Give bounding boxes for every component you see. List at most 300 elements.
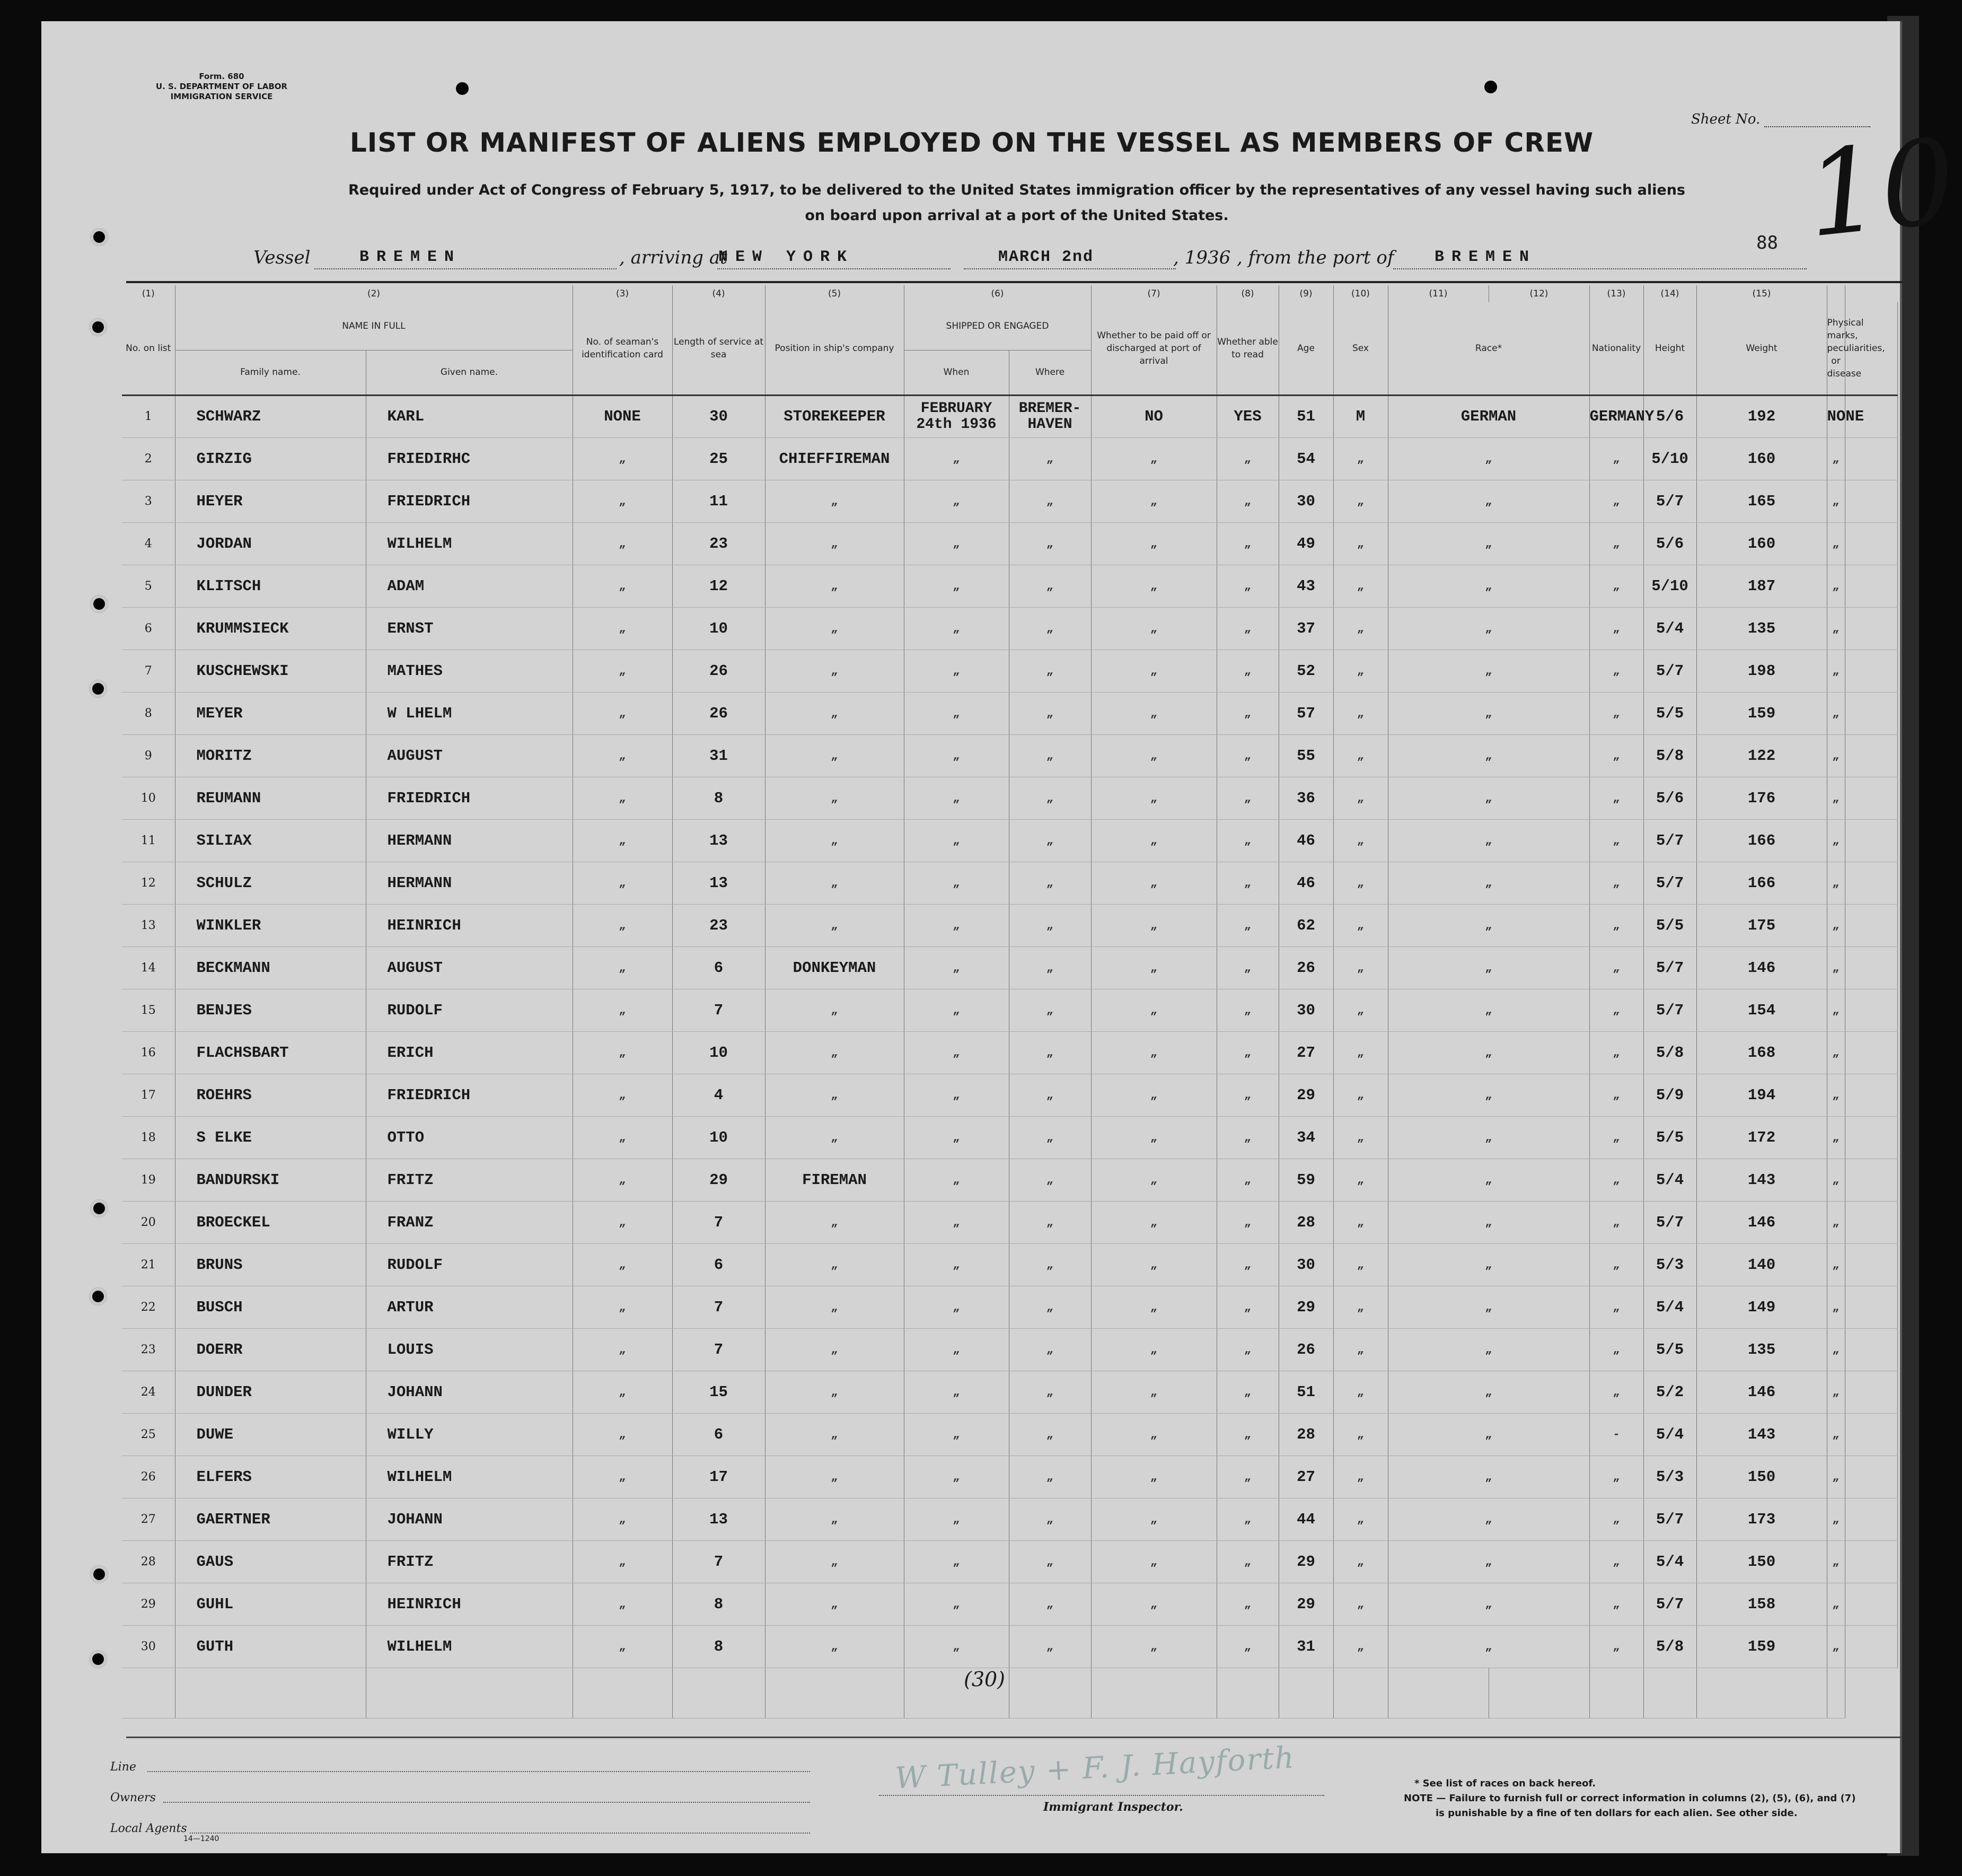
cell-family-name: SCHWARZ (175, 395, 366, 437)
column-number: (13) (1589, 285, 1643, 302)
cell-physical-marks: NONE (1827, 395, 1845, 437)
cell-position: „ (765, 862, 904, 904)
cell-height: 5/8 (1643, 734, 1696, 777)
spacer-column (1845, 734, 1898, 777)
header-where: Where (1009, 350, 1091, 395)
cell-nationality: „ (1589, 989, 1643, 1031)
cell-paid-off: „ (1091, 437, 1217, 480)
spacer-column (1845, 989, 1898, 1031)
cell-length-of-service: 8 (672, 1583, 765, 1625)
cell-family-name: REUMANN (175, 777, 366, 819)
cell-shipped-when: „ (904, 1625, 1009, 1668)
cell-shipped-when: „ (904, 904, 1009, 946)
cell-height: 5/7 (1643, 1498, 1696, 1540)
cell-height: 5/8 (1643, 1625, 1696, 1668)
binder-hole (90, 1199, 108, 1217)
cell-given-name: FRITZ (366, 1159, 573, 1201)
cell-position: „ (765, 1583, 904, 1625)
cell-shipped-where: „ (1009, 734, 1091, 777)
cell-weight: 198 (1696, 650, 1827, 692)
blank-cell (122, 1668, 175, 1718)
cell-age: 27 (1279, 1031, 1333, 1074)
blank-row (122, 1668, 1898, 1718)
cell-weight: 187 (1696, 565, 1827, 607)
cell-given-name: JOHANN (366, 1498, 573, 1540)
cell-given-name: ADAM (366, 565, 573, 607)
cell-weight: 154 (1696, 989, 1827, 1031)
header-when: When (904, 350, 1009, 395)
cell-position: „ (765, 904, 904, 946)
header-id-card: No. of seaman's identification card (573, 302, 672, 395)
cell-able-to-read: „ (1217, 1625, 1279, 1668)
cell-length-of-service: 7 (672, 1540, 765, 1583)
cell-row-number: 16 (122, 1031, 175, 1074)
cell-shipped-when: „ (904, 1456, 1009, 1498)
cell-nationality: - (1589, 1413, 1643, 1456)
cell-nationality: „ (1589, 522, 1643, 565)
cell-row-number: 23 (122, 1328, 175, 1371)
cell-row-number: 21 (122, 1243, 175, 1286)
spacer-column (1827, 285, 1845, 302)
cell-height: 5/5 (1643, 1328, 1696, 1371)
spacer-column (1845, 1583, 1898, 1625)
blank-cell (765, 1668, 904, 1718)
cell-length-of-service: 15 (672, 1371, 765, 1413)
spacer-column (1845, 1243, 1898, 1286)
cell-id-card: „ (573, 819, 672, 862)
cell-family-name: GUTH (175, 1625, 366, 1668)
cell-id-card: „ (573, 989, 672, 1031)
cell-race: „ (1388, 650, 1589, 692)
cell-sex: „ (1333, 1456, 1388, 1498)
cell-physical-marks: „ (1827, 1583, 1845, 1625)
cell-physical-marks: „ (1827, 1074, 1845, 1116)
column-number: (9) (1279, 285, 1333, 302)
cell-shipped-when: „ (904, 734, 1009, 777)
cell-sex: „ (1333, 734, 1388, 777)
cell-physical-marks: „ (1827, 565, 1845, 607)
cell-shipped-where: „ (1009, 1456, 1091, 1498)
cell-paid-off: „ (1091, 819, 1217, 862)
table-row (122, 777, 1898, 819)
cell-weight: 140 (1696, 1243, 1827, 1286)
cell-row-number: 4 (122, 522, 175, 565)
table-row (122, 1286, 1898, 1328)
cell-row-number: 5 (122, 565, 175, 607)
line-field (147, 1771, 810, 1772)
cell-shipped-where: „ (1009, 1540, 1091, 1583)
cell-shipped-where: „ (1009, 565, 1091, 607)
cell-able-to-read: „ (1217, 777, 1279, 819)
cell-weight: 158 (1696, 1583, 1827, 1625)
cell-position: „ (765, 1074, 904, 1116)
cell-age: 30 (1279, 989, 1333, 1031)
cell-shipped-when: „ (904, 946, 1009, 989)
cell-weight: 159 (1696, 692, 1827, 734)
cell-shipped-where: „ (1009, 1074, 1091, 1116)
header-no-on-list: No. on list (122, 302, 175, 395)
page-subtitle (317, 178, 1717, 229)
cell-given-name: WILHELM (366, 1456, 573, 1498)
cell-height: 5/7 (1643, 819, 1696, 862)
cell-sex: „ (1333, 692, 1388, 734)
cell-family-name: BROECKEL (175, 1201, 366, 1243)
cell-able-to-read: „ (1217, 1159, 1279, 1201)
cell-position: „ (765, 607, 904, 650)
cell-family-name: KLITSCH (175, 565, 366, 607)
cell-weight: 176 (1696, 777, 1827, 819)
cell-paid-off: „ (1091, 650, 1217, 692)
blank-cell (1696, 1668, 1827, 1718)
cell-nationality: „ (1589, 607, 1643, 650)
cell-family-name: BANDURSKI (175, 1159, 366, 1201)
cell-nationality: „ (1589, 862, 1643, 904)
cell-family-name: JORDAN (175, 522, 366, 565)
column-number: (8) (1217, 285, 1279, 302)
cell-nationality: „ (1589, 1243, 1643, 1286)
cell-height: 5/4 (1643, 1159, 1696, 1201)
cell-physical-marks: „ (1827, 1456, 1845, 1498)
cell-sex: „ (1333, 1286, 1388, 1328)
cell-shipped-where: „ (1009, 480, 1091, 522)
blank-cell (175, 1668, 366, 1718)
blank-cell (1279, 1668, 1333, 1718)
cell-row-number: 17 (122, 1074, 175, 1116)
table-row (122, 1625, 1898, 1668)
cell-position: „ (765, 480, 904, 522)
table-row (122, 1371, 1898, 1413)
spacer-column (1845, 437, 1898, 480)
cell-shipped-when: „ (904, 862, 1009, 904)
cell-sex: „ (1333, 1243, 1388, 1286)
cell-family-name: SCHULZ (175, 862, 366, 904)
sheet-number: 10 (1800, 113, 1962, 264)
header-row-top (122, 302, 1898, 350)
column-number: (4) (672, 285, 765, 302)
cell-weight: 192 (1696, 395, 1827, 437)
cell-able-to-read: „ (1217, 1456, 1279, 1498)
column-number: (1) (122, 285, 175, 302)
header-physical-marks: Physical marks, peculiarities, or disease (1827, 302, 1845, 395)
cell-weight: 146 (1696, 1201, 1827, 1243)
cell-shipped-where: „ (1009, 1116, 1091, 1159)
cell-nationality: GERMANY (1589, 395, 1643, 437)
cell-paid-off: „ (1091, 946, 1217, 989)
cell-nationality: „ (1589, 946, 1643, 989)
cell-given-name: HERMANN (366, 862, 573, 904)
cell-height: 5/5 (1643, 1116, 1696, 1159)
cell-physical-marks: „ (1827, 777, 1845, 819)
cell-height: 5/6 (1643, 522, 1696, 565)
cell-shipped-where: „ (1009, 1159, 1091, 1201)
spacer-column (1845, 1371, 1898, 1413)
cell-weight: 159 (1696, 1625, 1827, 1668)
cell-id-card: „ (573, 1583, 672, 1625)
cell-family-name: MEYER (175, 692, 366, 734)
spacer-column (1845, 692, 1898, 734)
cell-physical-marks: „ (1827, 904, 1845, 946)
column-number-row (122, 285, 1898, 302)
blank-cell (1217, 1668, 1279, 1718)
cell-shipped-where: „ (1009, 1031, 1091, 1074)
cell-shipped-where: „ (1009, 1371, 1091, 1413)
cell-able-to-read: „ (1217, 692, 1279, 734)
from-port-label: , from the port of (1237, 247, 1394, 268)
cell-paid-off: „ (1091, 1243, 1217, 1286)
cell-weight: 150 (1696, 1456, 1827, 1498)
cell-paid-off: „ (1091, 607, 1217, 650)
arrival-date: MARCH 2nd (998, 248, 1094, 266)
cell-length-of-service: 7 (672, 1201, 765, 1243)
table-row (122, 904, 1898, 946)
cell-able-to-read: „ (1217, 1286, 1279, 1328)
cell-family-name: ROEHRS (175, 1074, 366, 1116)
header-length-of-service: Length of service at sea (672, 302, 765, 395)
cell-able-to-read: „ (1217, 819, 1279, 862)
vessel-label: Vessel (253, 247, 311, 268)
cell-shipped-where: „ (1009, 1201, 1091, 1243)
cell-given-name: FRIEDRICH (366, 480, 573, 522)
cell-paid-off: „ (1091, 692, 1217, 734)
cell-sex: „ (1333, 989, 1388, 1031)
cell-nationality: „ (1589, 1159, 1643, 1201)
cell-row-number: 27 (122, 1498, 175, 1540)
cell-physical-marks: „ (1827, 862, 1845, 904)
cell-shipped-where: BREMER-HAVEN (1009, 395, 1091, 437)
cell-age: 29 (1279, 1286, 1333, 1328)
cell-family-name: FLACHSBART (175, 1031, 366, 1074)
cell-sex: „ (1333, 1116, 1388, 1159)
cell-row-number: 14 (122, 946, 175, 989)
cell-sex: „ (1333, 1201, 1388, 1243)
table-row (122, 1243, 1898, 1286)
cell-race: „ (1388, 946, 1589, 989)
cell-id-card: NONE (573, 395, 672, 437)
cell-height: 5/8 (1643, 1031, 1696, 1074)
cell-height: 5/7 (1643, 946, 1696, 989)
header-position: Position in ship's company (765, 302, 904, 395)
cell-id-card: „ (573, 1540, 672, 1583)
spacer-column (1845, 1201, 1898, 1243)
cell-shipped-when: „ (904, 522, 1009, 565)
cell-family-name: BRUNS (175, 1243, 366, 1286)
cell-height: 5/9 (1643, 1074, 1696, 1116)
sheet-number-label: Sheet No. (1691, 111, 1761, 127)
column-number: (2) (175, 285, 573, 302)
cell-sex: „ (1333, 522, 1388, 565)
cell-age: 62 (1279, 904, 1333, 946)
column-number: (6) (904, 285, 1091, 302)
cell-given-name: RUDOLF (366, 1243, 573, 1286)
header-race: Race* (1388, 302, 1589, 395)
cell-nationality: „ (1589, 777, 1643, 819)
cell-row-number: 1 (122, 395, 175, 437)
cell-paid-off: „ (1091, 1371, 1217, 1413)
binder-hole (90, 228, 108, 246)
cell-shipped-where: „ (1009, 522, 1091, 565)
table-row (122, 522, 1898, 565)
cell-shipped-where: „ (1009, 819, 1091, 862)
header-paid-off: Whether to be paid off or discharged at port of arrival (1091, 302, 1217, 395)
cell-weight: 166 (1696, 819, 1827, 862)
binder-hole (90, 595, 108, 613)
cell-age: 36 (1279, 777, 1333, 819)
cell-physical-marks: „ (1827, 1625, 1845, 1668)
fine-note-line-2: is punishable by a fine of ten dollars for each alien. See other side. (1436, 1808, 1798, 1819)
cell-race: GERMAN (1388, 395, 1589, 437)
year-prefix: , 19 (1173, 247, 1208, 268)
cell-height: 5/5 (1643, 692, 1696, 734)
table-row (122, 1031, 1898, 1074)
cell-race: „ (1388, 904, 1589, 946)
cell-race: „ (1388, 1159, 1589, 1201)
cell-family-name: DOERR (175, 1328, 366, 1371)
cell-position: „ (765, 1456, 904, 1498)
department-name: U. S. DEPARTMENT OF LABOR (155, 82, 288, 91)
cell-height: 5/3 (1643, 1456, 1696, 1498)
cell-given-name: AUGUST (366, 734, 573, 777)
cell-length-of-service: 23 (672, 904, 765, 946)
cell-physical-marks: „ (1827, 480, 1845, 522)
cell-shipped-where: „ (1009, 862, 1091, 904)
binder-hole (89, 1650, 107, 1668)
cell-paid-off: „ (1091, 1583, 1217, 1625)
cell-row-number: 25 (122, 1413, 175, 1456)
cell-able-to-read: „ (1217, 1540, 1279, 1583)
cell-shipped-where: „ (1009, 904, 1091, 946)
column-number: (11) (1388, 285, 1489, 302)
cell-id-card: „ (573, 1243, 672, 1286)
cell-row-number: 7 (122, 650, 175, 692)
cell-shipped-where: „ (1009, 1328, 1091, 1371)
column-number: (5) (765, 285, 904, 302)
cell-able-to-read: „ (1217, 1243, 1279, 1286)
cell-length-of-service: 25 (672, 437, 765, 480)
header-nationality: Nationality (1589, 302, 1643, 395)
cell-physical-marks: „ (1827, 1116, 1845, 1159)
cell-sex: „ (1333, 1583, 1388, 1625)
cell-nationality: „ (1589, 692, 1643, 734)
cell-position: „ (765, 650, 904, 692)
binder-hole (1484, 81, 1497, 93)
cell-nationality: „ (1589, 1074, 1643, 1116)
cell-height: 5/4 (1643, 1540, 1696, 1583)
cell-physical-marks: „ (1827, 1328, 1845, 1371)
cell-position: „ (765, 1413, 904, 1456)
cell-able-to-read: „ (1217, 1498, 1279, 1540)
cell-weight: 150 (1696, 1540, 1827, 1583)
header-age: Age (1279, 302, 1333, 395)
race-note: * See list of races on back hereof. (1414, 1778, 1596, 1789)
spacer-column (1845, 565, 1898, 607)
arriving-port: NEW YORK (718, 248, 855, 266)
cell-able-to-read: „ (1217, 1413, 1279, 1456)
cell-given-name: ERICH (366, 1031, 573, 1074)
cell-family-name: BENJES (175, 989, 366, 1031)
cell-physical-marks: „ (1827, 1243, 1845, 1286)
cell-length-of-service: 26 (672, 650, 765, 692)
cell-id-card: „ (573, 1328, 672, 1371)
cell-age: 26 (1279, 1328, 1333, 1371)
cell-given-name: AUGUST (366, 946, 573, 989)
table-row (122, 1116, 1898, 1159)
cell-height: 5/6 (1643, 395, 1696, 437)
cell-nationality: „ (1589, 1371, 1643, 1413)
inspector-label: Immigrant Inspector. (1043, 1800, 1183, 1814)
cell-sex: „ (1333, 819, 1388, 862)
cell-given-name: MATHES (366, 650, 573, 692)
table-row (122, 989, 1898, 1031)
cell-physical-marks: „ (1827, 1159, 1845, 1201)
cell-nationality: „ (1589, 1498, 1643, 1540)
cell-race: „ (1388, 1201, 1589, 1243)
form-number: Form. 680 (199, 72, 244, 81)
cell-length-of-service: 31 (672, 734, 765, 777)
cell-given-name: HEINRICH (366, 904, 573, 946)
cell-physical-marks: „ (1827, 1498, 1845, 1540)
cell-race: „ (1388, 1625, 1589, 1668)
cell-race: „ (1388, 1498, 1589, 1540)
cell-id-card: „ (573, 565, 672, 607)
cell-id-card: „ (573, 904, 672, 946)
cell-race: „ (1388, 1243, 1589, 1286)
cell-paid-off: „ (1091, 734, 1217, 777)
blank-cell (1489, 1668, 1589, 1718)
binder-hole (89, 1287, 107, 1305)
header-able-to-read: Whether able to read (1217, 302, 1279, 395)
cell-age: 57 (1279, 692, 1333, 734)
cell-row-number: 8 (122, 692, 175, 734)
cell-shipped-when: „ (904, 1074, 1009, 1116)
cell-paid-off: „ (1091, 1413, 1217, 1456)
binder-hole (90, 1565, 108, 1583)
cell-row-number: 11 (122, 819, 175, 862)
cell-shipped-when: „ (904, 565, 1009, 607)
cell-id-card: „ (573, 607, 672, 650)
cell-sex: „ (1333, 565, 1388, 607)
cell-row-number: 15 (122, 989, 175, 1031)
spacer-column (1845, 607, 1898, 650)
cell-shipped-when: „ (904, 607, 1009, 650)
cell-position: „ (765, 1540, 904, 1583)
cell-sex: „ (1333, 946, 1388, 989)
cell-age: 54 (1279, 437, 1333, 480)
spacer-column (1845, 1159, 1898, 1201)
cell-race: „ (1388, 1583, 1589, 1625)
cell-position: „ (765, 565, 904, 607)
cell-given-name: LOUIS (366, 1328, 573, 1371)
cell-shipped-where: „ (1009, 692, 1091, 734)
cell-position: „ (765, 1371, 904, 1413)
cell-able-to-read: YES (1217, 395, 1279, 437)
spacer-column (1845, 1540, 1898, 1583)
cell-length-of-service: 10 (672, 1116, 765, 1159)
arriving-label: , arriving at (619, 247, 727, 268)
cell-sex: „ (1333, 1031, 1388, 1074)
cell-given-name: FRIEDRICH (366, 777, 573, 819)
cell-age: 51 (1279, 1371, 1333, 1413)
cell-weight: 135 (1696, 607, 1827, 650)
cell-weight: 160 (1696, 437, 1827, 480)
cell-able-to-read: „ (1217, 1328, 1279, 1371)
cell-sex: „ (1333, 480, 1388, 522)
table-row (122, 480, 1898, 522)
cell-sex: „ (1333, 650, 1388, 692)
cell-race: „ (1388, 1328, 1589, 1371)
cell-weight: 146 (1696, 1371, 1827, 1413)
cell-able-to-read: „ (1217, 1371, 1279, 1413)
table-row (122, 692, 1898, 734)
